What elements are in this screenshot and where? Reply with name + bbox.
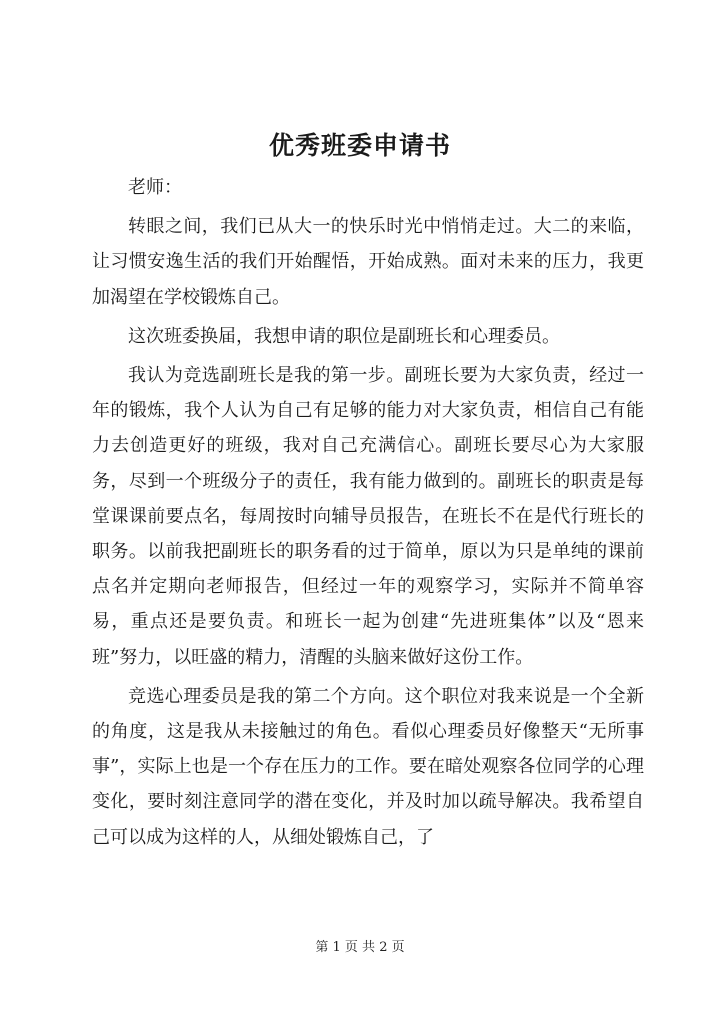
paragraph: 我认为竞选副班长是我的第一步。副班长要为大家负责，经过一年的锻炼，我个人认为自己有足够的能力对大家负责，相信自己有能力去创造更好的班级，我对自己充满信心。副班长要尽心为大家服务，尽到一个班级分子的责任，我有能力做到的。副班长的职责是每堂课课前要点名，每周按时向辅导员报告，在班长不在是代行班长的职务。以前我把副班长的职务看的过于简单，原以为只是单纯的课前点名并定期向老师报告，但经过一年的观察学习，实际并不简单容易，重点还是要负责。和班长一起为创建“先进班集体”以及“恩来班”努力，以旺盛的精力，清醒的头脑来做好这份工作。 <box>92 365 644 668</box>
document-title: 优秀班委申请书 <box>268 131 451 160</box>
document-body <box>92 170 644 859</box>
paragraph: 转眼之间，我们已从大一的快乐时光中悄悄走过。大二的来临，让习惯安逸生活的我们开始醒悟，开始成熟。面对未来的压力，我更加渴望在学校锻炼自己。 <box>92 216 644 308</box>
page-footer: 第 1 页 共 2 页 <box>315 940 405 955</box>
paragraph: 竞选心理委员是我的第二个方向。这个职位对我来说是一个全新的角度，这是我从未接触过的角色。看似心理委员好像整天“无所事事”，实际上也是一个存在压力的工作。要在暗处观察各位同学的心理变化，要时刻注意同学的潜在变化，并及时加以疏导解决。我希望自己可以成为这样的人，从细处锻炼自己，了 <box>92 685 644 848</box>
paragraph: 这次班委换届，我想申请的职位是副班长和心理委员。 <box>128 325 560 347</box>
salutation: 老师： <box>128 177 182 198</box>
